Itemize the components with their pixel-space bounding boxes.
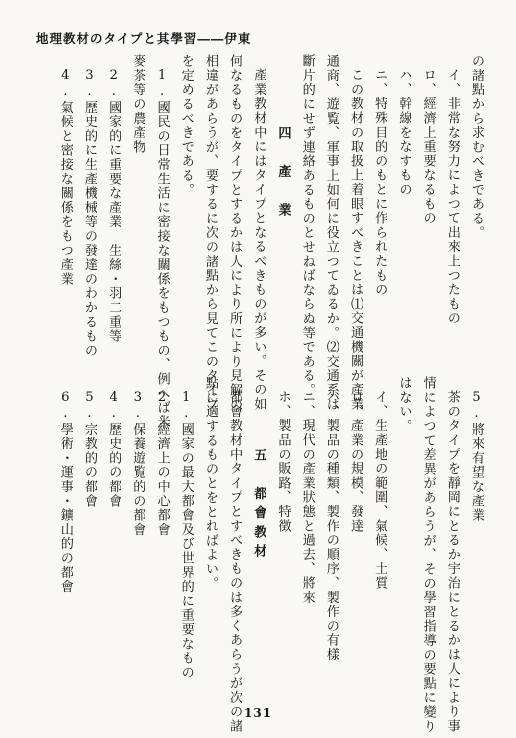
text-column: 都會教材中タイプとすべきものは多くあらうが次の諸 xyxy=(227,390,243,734)
text-column: を定めるべきである。 xyxy=(178,54,194,197)
text-column: 情によつて差異があらうが、その學習指導の要點に變り xyxy=(420,376,436,734)
text-column: はない。 xyxy=(396,376,412,434)
list-item-i: イ、非常な努力によつて出來上つたもの xyxy=(444,68,460,326)
list-item-ha: ハ、製品の種類、製作の順序、製作の有樣 xyxy=(323,390,339,662)
text-column: 點に適するものとをとればよい。 xyxy=(202,376,218,591)
running-head xyxy=(36,28,476,48)
numbered-item-4: 4.歷史的の都會 xyxy=(106,390,122,508)
text-column: 茶のタイプを靜岡にとるか宇治にとるかは人により事 xyxy=(444,390,460,734)
numbered-item-4: 4.氣候と密接な關係をもつ產業 xyxy=(57,68,73,287)
numbered-item-2: 2.經濟上の中心都會 xyxy=(154,390,170,537)
running-head-text: 地理教材のタイプと其學習――伊東 xyxy=(36,31,252,46)
text-column: この教材の取扱上着眼すべきことは⑴交通機關が產業 xyxy=(348,68,364,412)
text-column: 通商、遊覧、軍事上如何に役立つてゐるか。⑵交通系は xyxy=(323,54,339,412)
numbered-item-5: 5.將來有望な產業 xyxy=(469,390,484,523)
list-item-ha: ハ、幹線をなすもの xyxy=(396,68,412,197)
list-item-ho: ホ、製品の販路、特徴 xyxy=(275,390,291,533)
numbered-item-3: 3.歷史的に生產機械等の發達のわかるもの xyxy=(82,68,97,358)
page-number: 131 xyxy=(243,706,273,720)
numbered-item-6: 6.學術・運事・鑛山的の都會 xyxy=(57,390,73,594)
text-column: 產業教材中にはタイプとなるべきものが多い。その如 xyxy=(251,68,267,412)
numbered-item-3: 3.保養遊覧的の都會 xyxy=(130,390,146,537)
text-column: の諸點から求むべきである。 xyxy=(469,54,484,240)
list-item-i: イ、生產地の範圍、氣候、土質 xyxy=(372,390,388,591)
list-item-ni: ニ、特殊目的のもとに作られたもの xyxy=(372,68,388,297)
text-column: 何なるものをタイプとするかは人により所により見解の xyxy=(227,54,243,412)
numbered-item-1: 1.國家の最大都會及び世界的に重要なもの xyxy=(178,390,194,680)
text-column: 斷片的にせず連絡あるものとせねばならぬ等である。 xyxy=(299,54,315,398)
section-heading-industry: 四 產 業 xyxy=(275,126,291,222)
text-column: 麥茶等の農產物 xyxy=(130,54,146,155)
numbered-item-2: 2.國家的に重要な產業 生絲・羽二重等 xyxy=(106,68,122,344)
text-column: 相違があらうが、要するに次の諸點から見てこのタイプ xyxy=(202,54,218,412)
numbered-item-5: 5.宗教的の都會 xyxy=(82,390,97,508)
section-heading-urban: 五 都會教材 xyxy=(251,448,267,564)
numbered-item-1: 1.國民の日常生活に密接な關係をもつもの、例へば米 xyxy=(154,68,170,430)
list-item-ni: ニ、現代の產業狀態と過去、將來 xyxy=(299,390,315,605)
list-item-ro: ロ、產業の規模、發達 xyxy=(348,390,364,533)
list-item-ro: ロ、經濟上重要なるもの xyxy=(420,68,436,226)
